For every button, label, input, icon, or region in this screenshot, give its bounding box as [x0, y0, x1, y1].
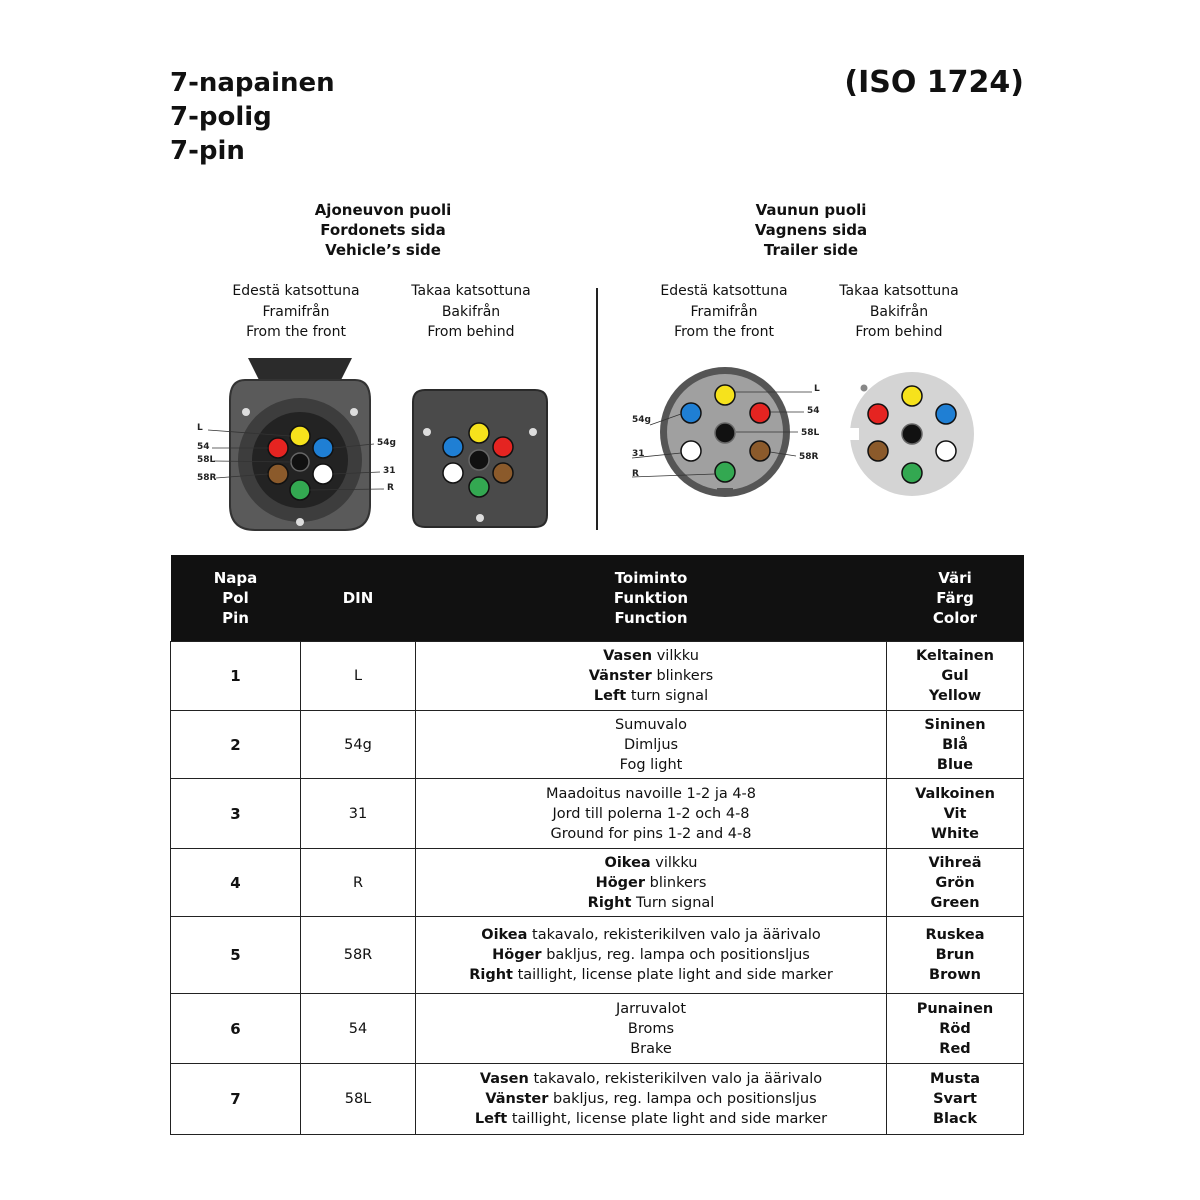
color-cell [887, 994, 1024, 1064]
heading-line: Trailer side [763, 241, 859, 259]
function-side-word: Right [587, 894, 632, 911]
color-name: Valkoinen [915, 785, 995, 802]
pin-white [936, 441, 956, 461]
table-row [171, 917, 1024, 994]
pin-red [493, 437, 513, 457]
pin-label-L: L [197, 423, 203, 433]
pin-yellow [290, 426, 310, 446]
pin-red [750, 403, 770, 423]
pin-number-cell: 3 [171, 779, 301, 849]
color-cell [887, 1064, 1024, 1135]
title-line: 7-napainen [170, 68, 335, 98]
function-text: Sumuvalo [614, 716, 688, 733]
pin-number-cell: 7 [171, 1064, 301, 1135]
screw-hole [529, 428, 537, 436]
vehicle-socket-front [197, 358, 396, 530]
function-side-word: Oikea [604, 854, 651, 871]
function-line [416, 853, 886, 873]
pin-black [469, 450, 489, 470]
connector-diagrams [0, 0, 1200, 550]
table-row [171, 642, 1024, 711]
din-cell: 31 [301, 779, 416, 849]
function-line [416, 715, 886, 735]
table-row [171, 711, 1024, 779]
screw-hole [350, 408, 358, 416]
function-text: vilkku [650, 854, 698, 871]
screw-hole [861, 385, 868, 392]
pin-label-58R: 58R [799, 452, 819, 462]
pin-brown [268, 464, 288, 484]
function-text: taillight, license plate light and side marker [512, 967, 833, 983]
function-side-word: Left [474, 1111, 508, 1127]
pin-label-58R: 58R [197, 473, 217, 483]
function-side-word: Vänster [588, 668, 652, 684]
function-cell [416, 1064, 887, 1135]
din-cell: 58R [301, 917, 416, 994]
function-cell [416, 711, 887, 779]
function-line [416, 735, 886, 755]
trailer-plug-behind [849, 372, 974, 496]
color-name: Musta [929, 1071, 981, 1087]
din-cell: L [301, 642, 416, 711]
function-text: vilkku [652, 648, 699, 664]
table-body [171, 642, 1024, 1135]
pin-label-31: 31 [632, 449, 645, 459]
label-line: From the front [246, 324, 346, 340]
function-side-word: Left [593, 688, 627, 704]
heading-line: Fordonets sida [320, 221, 446, 239]
pin-green [290, 480, 310, 500]
pin-blue [443, 437, 463, 457]
function-line [416, 893, 886, 913]
function-text: Jarruvalot [615, 1000, 687, 1017]
pin-black [902, 424, 922, 444]
label-line: Bakifrån [441, 303, 501, 320]
label-line: Framifrån [690, 303, 758, 320]
pin-label-58L: 58L [197, 455, 216, 465]
function-side-word: Höger [492, 947, 542, 963]
function-line [416, 804, 886, 824]
label-line: From behind [855, 324, 943, 340]
function-cell [416, 779, 887, 849]
pin-brown [750, 441, 770, 461]
function-side-word: Vänster [485, 1091, 549, 1107]
function-cell [416, 994, 887, 1064]
function-line [416, 784, 886, 804]
header-pin [171, 555, 301, 642]
function-text: Broms [627, 1020, 675, 1037]
pin-number-cell: 5 [171, 917, 301, 994]
trailer-plug-front [632, 367, 820, 497]
label-line: Edestä katsottuna [232, 283, 360, 299]
function-side-word: Vasen [603, 648, 653, 664]
pin-number-cell: 2 [171, 711, 301, 779]
function-side-word: Oikea [481, 927, 528, 943]
color-cell [887, 779, 1024, 849]
function-line [416, 999, 886, 1019]
pin-black [715, 423, 735, 443]
function-line [416, 686, 886, 706]
color-cell [887, 849, 1024, 917]
heading-line: Vagnens sida [754, 221, 868, 239]
color-name: Blue [936, 756, 974, 773]
function-text: turn signal [626, 688, 709, 704]
function-text: Turn signal [631, 894, 715, 911]
pin-label-31: 31 [383, 466, 396, 476]
color-name: Röd [939, 1020, 971, 1037]
heading-line: Ajoneuvon puoli [314, 201, 452, 219]
table-row [171, 994, 1024, 1064]
title-line: 7-pin [170, 136, 245, 166]
color-cell [887, 642, 1024, 711]
pin-number-cell: 4 [171, 849, 301, 917]
din-cell: 58L [301, 1064, 416, 1135]
header-line: Function [614, 609, 688, 627]
function-line [416, 646, 886, 666]
color-name: Vit [943, 805, 967, 822]
label-line: Takaa katsottuna [411, 283, 531, 299]
header-line: Color [932, 609, 978, 627]
screw-hole [296, 518, 304, 526]
pin-label-54g: 54g [377, 438, 396, 448]
table-row [171, 779, 1024, 849]
color-cell [887, 711, 1024, 779]
header-line: Funktion [613, 589, 689, 607]
header-color [887, 555, 1024, 642]
pin-label-54: 54 [197, 442, 210, 452]
function-text: Ground for pins 1-2 and 4-8 [550, 825, 752, 842]
pin-black [291, 453, 309, 471]
function-line [416, 945, 886, 965]
header-line: Napa [213, 569, 258, 587]
header-line: Toiminto [614, 569, 688, 587]
pin-red [868, 404, 888, 424]
function-side-word: Höger [595, 874, 646, 891]
label-line: Framifrån [262, 303, 330, 320]
function-text: blinkers [651, 668, 714, 684]
heading-line: Vehicle’s side [325, 241, 441, 259]
plug-notch [849, 428, 859, 440]
color-name: Ruskea [925, 927, 985, 943]
function-line [416, 925, 886, 945]
pin-number-cell: 6 [171, 994, 301, 1064]
function-text: Brake [630, 1040, 672, 1057]
vehicle-socket-behind [413, 390, 547, 527]
pin-brown [868, 441, 888, 461]
table-header-row [171, 555, 1024, 642]
color-name: Brun [935, 947, 975, 963]
color-name: Blå [942, 736, 968, 753]
header-din: DIN [301, 555, 416, 642]
table-row [171, 1064, 1024, 1135]
pin-white [443, 463, 463, 483]
label-line: Edestä katsottuna [660, 283, 788, 299]
color-name: Punainen [916, 1000, 994, 1017]
function-text: takavalo, rekisterikilven valo ja äärivalo [527, 927, 821, 943]
pin-brown [493, 463, 513, 483]
pin-label-L: L [814, 384, 820, 394]
function-cell [416, 917, 887, 994]
pin-red [268, 438, 288, 458]
plug-key [717, 488, 733, 496]
pin-yellow [715, 385, 735, 405]
title-line: 7-polig [170, 102, 272, 132]
pin-blue [936, 404, 956, 424]
color-name: Brown [929, 967, 981, 983]
color-name: Svart [933, 1091, 977, 1107]
pin-yellow [902, 386, 922, 406]
din-cell: 54g [301, 711, 416, 779]
function-side-word: Vasen [479, 1071, 529, 1087]
pin-table [170, 555, 1024, 1135]
pin-blue [681, 403, 701, 423]
color-name: Vihreä [928, 854, 982, 871]
pin-green [469, 477, 489, 497]
function-text: takavalo, rekisterikilven valo ja äärivalo [528, 1071, 823, 1087]
color-name: Black [932, 1111, 978, 1127]
heading-line: Vaunun puoli [755, 201, 867, 219]
pin-label-54: 54 [807, 406, 820, 416]
label-line: Bakifrån [869, 303, 929, 320]
function-line [416, 666, 886, 686]
color-name: Keltainen [916, 648, 994, 664]
function-text: bakljus, reg. lampa och positionsljus [541, 947, 810, 963]
din-cell: R [301, 849, 416, 917]
function-line [416, 1069, 886, 1089]
header-line: Pol [222, 589, 249, 607]
function-line [416, 824, 886, 844]
function-text: Maadoitus navoille 1-2 ja 4-8 [545, 785, 757, 802]
function-text: Jord till polerna 1-2 och 4-8 [552, 805, 750, 822]
function-side-word: Right [469, 967, 513, 983]
function-cell [416, 849, 887, 917]
color-name: Red [939, 1040, 971, 1057]
label-line: From the front [674, 324, 774, 340]
color-cell [887, 917, 1024, 994]
header-line: Färg [936, 589, 974, 607]
din-cell: 54 [301, 994, 416, 1064]
pin-white [681, 441, 701, 461]
color-name: Yellow [928, 688, 982, 704]
header-line: Pin [222, 609, 249, 627]
pin-yellow [469, 423, 489, 443]
function-line [416, 1039, 886, 1059]
function-line [416, 755, 886, 775]
function-line [416, 965, 886, 985]
function-text: taillight, license plate light and side marker [507, 1111, 828, 1127]
function-text: Fog light [619, 756, 683, 773]
function-line [416, 873, 886, 893]
pin-label-54g: 54g [632, 415, 651, 425]
function-line [416, 1019, 886, 1039]
screw-hole [476, 514, 484, 522]
function-text: blinkers [645, 874, 707, 891]
standard-label: (ISO 1724) [844, 65, 1024, 100]
pin-number-cell: 1 [171, 642, 301, 711]
function-line [416, 1089, 886, 1109]
label-line: Takaa katsottuna [839, 283, 959, 299]
pin-label-R: R [387, 483, 394, 493]
color-name: Gul [941, 668, 969, 684]
color-name: Green [930, 894, 980, 911]
color-name: Sininen [924, 716, 986, 733]
color-name: White [930, 825, 980, 842]
pin-green [715, 462, 735, 482]
table-row [171, 849, 1024, 917]
function-cell [416, 642, 887, 711]
label-line: From behind [427, 324, 515, 340]
pin-label-R: R [632, 469, 639, 479]
pin-green [902, 463, 922, 483]
color-name: Grön [935, 874, 975, 891]
function-line [416, 1109, 886, 1129]
pin-label-58L: 58L [801, 428, 820, 438]
screw-hole [423, 428, 431, 436]
header-line: Väri [938, 569, 972, 587]
function-text: bakljus, reg. lampa och positionsljus [548, 1091, 817, 1107]
pin-white [313, 464, 333, 484]
header-function [416, 555, 887, 642]
screw-hole [242, 408, 250, 416]
function-text: Dimljus [623, 736, 679, 753]
pin-blue [313, 438, 333, 458]
